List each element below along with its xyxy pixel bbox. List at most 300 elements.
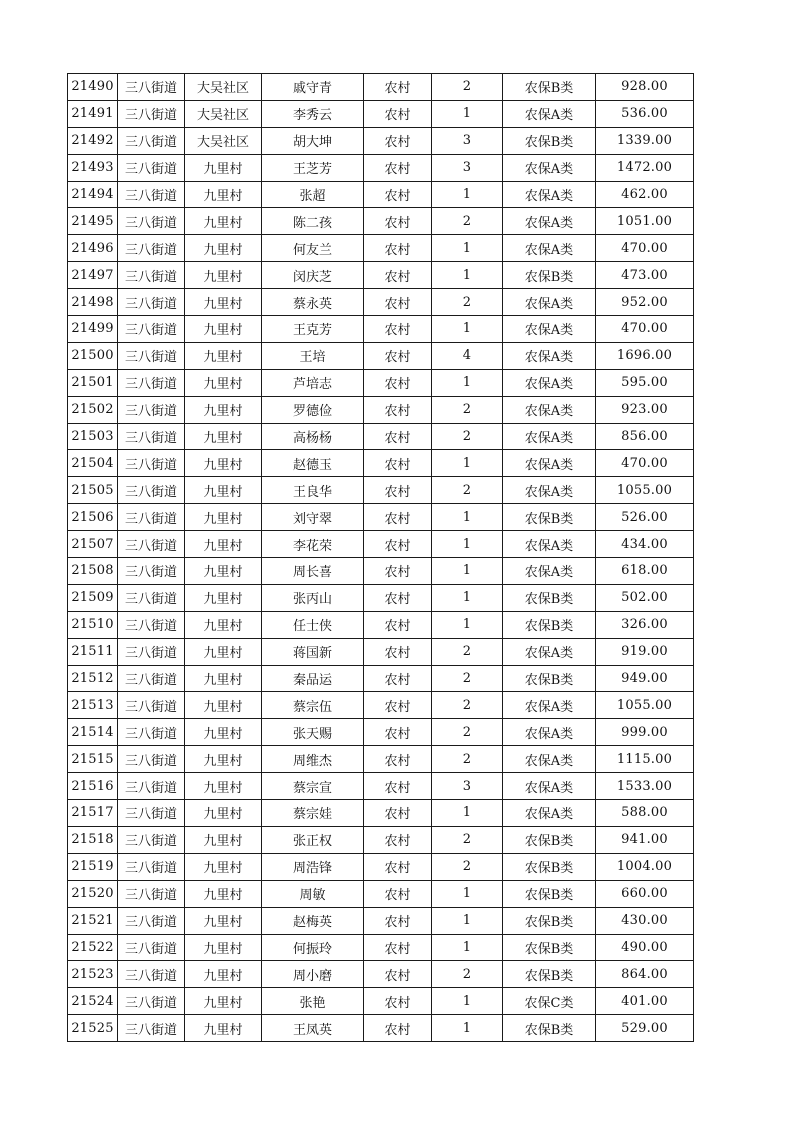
household-type-cell: 农村 bbox=[364, 342, 432, 369]
table-row bbox=[68, 342, 694, 369]
street-cell: 三八街道 bbox=[118, 961, 185, 988]
serial-number-cell: 21495 bbox=[68, 208, 118, 235]
serial-number-cell: 21494 bbox=[68, 181, 118, 208]
category-cell: 农保A类 bbox=[503, 342, 596, 369]
street-cell: 三八街道 bbox=[118, 450, 185, 477]
community-cell: 大吴社区 bbox=[185, 74, 262, 101]
member-count-cell: 1 bbox=[432, 907, 503, 934]
amount-cell: 526.00 bbox=[596, 504, 694, 531]
serial-number-cell: 21501 bbox=[68, 369, 118, 396]
category-cell: 农保B类 bbox=[503, 907, 596, 934]
community-cell: 九里村 bbox=[185, 208, 262, 235]
member-count-cell: 2 bbox=[432, 853, 503, 880]
amount-cell: 326.00 bbox=[596, 611, 694, 638]
table-row bbox=[68, 907, 694, 934]
serial-number-cell: 21511 bbox=[68, 638, 118, 665]
community-cell: 九里村 bbox=[185, 853, 262, 880]
member-count-cell: 1 bbox=[432, 611, 503, 638]
table-row bbox=[68, 423, 694, 450]
table-row bbox=[68, 719, 694, 746]
category-cell: 农保B类 bbox=[503, 880, 596, 907]
member-count-cell: 2 bbox=[432, 665, 503, 692]
member-count-cell: 1 bbox=[432, 800, 503, 827]
category-cell: 农保B类 bbox=[503, 504, 596, 531]
table-row bbox=[68, 826, 694, 853]
amount-cell: 588.00 bbox=[596, 800, 694, 827]
table-row bbox=[68, 558, 694, 585]
member-count-cell: 1 bbox=[432, 316, 503, 343]
household-type-cell: 农村 bbox=[364, 181, 432, 208]
name-cell: 周长喜 bbox=[262, 558, 364, 585]
category-cell: 农保A类 bbox=[503, 423, 596, 450]
category-cell: 农保A类 bbox=[503, 773, 596, 800]
table-row bbox=[68, 531, 694, 558]
amount-cell: 1472.00 bbox=[596, 154, 694, 181]
table-row bbox=[68, 369, 694, 396]
community-cell: 大吴社区 bbox=[185, 127, 262, 154]
serial-number-cell: 21523 bbox=[68, 961, 118, 988]
amount-cell: 999.00 bbox=[596, 719, 694, 746]
community-cell: 九里村 bbox=[185, 316, 262, 343]
serial-number-cell: 21505 bbox=[68, 477, 118, 504]
amount-cell: 618.00 bbox=[596, 558, 694, 585]
category-cell: 农保B类 bbox=[503, 611, 596, 638]
street-cell: 三八街道 bbox=[118, 584, 185, 611]
table-row bbox=[68, 100, 694, 127]
household-type-cell: 农村 bbox=[364, 773, 432, 800]
serial-number-cell: 21502 bbox=[68, 396, 118, 423]
serial-number-cell: 21499 bbox=[68, 316, 118, 343]
table-row bbox=[68, 853, 694, 880]
name-cell: 王凤英 bbox=[262, 1015, 364, 1042]
member-count-cell: 1 bbox=[432, 450, 503, 477]
member-count-cell: 3 bbox=[432, 127, 503, 154]
member-count-cell: 1 bbox=[432, 369, 503, 396]
amount-cell: 923.00 bbox=[596, 396, 694, 423]
category-cell: 农保A类 bbox=[503, 719, 596, 746]
community-cell: 九里村 bbox=[185, 396, 262, 423]
serial-number-cell: 21507 bbox=[68, 531, 118, 558]
amount-cell: 949.00 bbox=[596, 665, 694, 692]
category-cell: 农保B类 bbox=[503, 74, 596, 101]
household-type-cell: 农村 bbox=[364, 611, 432, 638]
household-type-cell: 农村 bbox=[364, 692, 432, 719]
serial-number-cell: 21496 bbox=[68, 235, 118, 262]
community-cell: 九里村 bbox=[185, 504, 262, 531]
serial-number-cell: 21510 bbox=[68, 611, 118, 638]
serial-number-cell: 21503 bbox=[68, 423, 118, 450]
street-cell: 三八街道 bbox=[118, 531, 185, 558]
category-cell: 农保A类 bbox=[503, 638, 596, 665]
serial-number-cell: 21517 bbox=[68, 800, 118, 827]
household-type-cell: 农村 bbox=[364, 558, 432, 585]
table-row bbox=[68, 584, 694, 611]
amount-cell: 660.00 bbox=[596, 880, 694, 907]
member-count-cell: 3 bbox=[432, 154, 503, 181]
amount-cell: 470.00 bbox=[596, 316, 694, 343]
table-row bbox=[68, 450, 694, 477]
community-cell: 九里村 bbox=[185, 773, 262, 800]
member-count-cell: 1 bbox=[432, 262, 503, 289]
name-cell: 王良华 bbox=[262, 477, 364, 504]
name-cell: 何友兰 bbox=[262, 235, 364, 262]
member-count-cell: 1 bbox=[432, 880, 503, 907]
amount-cell: 529.00 bbox=[596, 1015, 694, 1042]
table-row bbox=[68, 665, 694, 692]
category-cell: 农保A类 bbox=[503, 100, 596, 127]
name-cell: 张超 bbox=[262, 181, 364, 208]
table-row bbox=[68, 316, 694, 343]
serial-number-cell: 21490 bbox=[68, 74, 118, 101]
community-cell: 九里村 bbox=[185, 262, 262, 289]
name-cell: 陈二孩 bbox=[262, 208, 364, 235]
household-type-cell: 农村 bbox=[364, 74, 432, 101]
household-type-cell: 农村 bbox=[364, 235, 432, 262]
household-type-cell: 农村 bbox=[364, 396, 432, 423]
household-type-cell: 农村 bbox=[364, 100, 432, 127]
table-row bbox=[68, 880, 694, 907]
household-type-cell: 农村 bbox=[364, 369, 432, 396]
name-cell: 蔡宗宣 bbox=[262, 773, 364, 800]
member-count-cell: 3 bbox=[432, 773, 503, 800]
amount-cell: 462.00 bbox=[596, 181, 694, 208]
community-cell: 大吴社区 bbox=[185, 100, 262, 127]
member-count-cell: 1 bbox=[432, 584, 503, 611]
community-cell: 九里村 bbox=[185, 1015, 262, 1042]
name-cell: 李秀云 bbox=[262, 100, 364, 127]
amount-cell: 1339.00 bbox=[596, 127, 694, 154]
street-cell: 三八街道 bbox=[118, 692, 185, 719]
category-cell: 农保B类 bbox=[503, 826, 596, 853]
street-cell: 三八街道 bbox=[118, 665, 185, 692]
community-cell: 九里村 bbox=[185, 584, 262, 611]
street-cell: 三八街道 bbox=[118, 262, 185, 289]
table-row bbox=[68, 504, 694, 531]
name-cell: 周浩锋 bbox=[262, 853, 364, 880]
community-cell: 九里村 bbox=[185, 154, 262, 181]
category-cell: 农保B类 bbox=[503, 853, 596, 880]
category-cell: 农保B类 bbox=[503, 262, 596, 289]
name-cell: 秦品运 bbox=[262, 665, 364, 692]
street-cell: 三八街道 bbox=[118, 800, 185, 827]
table-row bbox=[68, 638, 694, 665]
household-type-cell: 农村 bbox=[364, 531, 432, 558]
member-count-cell: 1 bbox=[432, 558, 503, 585]
table-body bbox=[68, 74, 694, 1042]
serial-number-cell: 21522 bbox=[68, 934, 118, 961]
member-count-cell: 2 bbox=[432, 826, 503, 853]
category-cell: 农保A类 bbox=[503, 692, 596, 719]
table-row bbox=[68, 208, 694, 235]
amount-cell: 470.00 bbox=[596, 450, 694, 477]
street-cell: 三八街道 bbox=[118, 558, 185, 585]
amount-cell: 864.00 bbox=[596, 961, 694, 988]
category-cell: 农保A类 bbox=[503, 477, 596, 504]
serial-number-cell: 21512 bbox=[68, 665, 118, 692]
serial-number-cell: 21492 bbox=[68, 127, 118, 154]
member-count-cell: 2 bbox=[432, 396, 503, 423]
amount-cell: 1055.00 bbox=[596, 692, 694, 719]
amount-cell: 941.00 bbox=[596, 826, 694, 853]
community-cell: 九里村 bbox=[185, 665, 262, 692]
member-count-cell: 1 bbox=[432, 235, 503, 262]
member-count-cell: 1 bbox=[432, 988, 503, 1015]
household-type-cell: 农村 bbox=[364, 853, 432, 880]
community-cell: 九里村 bbox=[185, 369, 262, 396]
community-cell: 九里村 bbox=[185, 531, 262, 558]
household-type-cell: 农村 bbox=[364, 154, 432, 181]
data-table bbox=[67, 73, 694, 1042]
household-type-cell: 农村 bbox=[364, 961, 432, 988]
street-cell: 三八街道 bbox=[118, 289, 185, 316]
street-cell: 三八街道 bbox=[118, 907, 185, 934]
community-cell: 九里村 bbox=[185, 934, 262, 961]
household-type-cell: 农村 bbox=[364, 477, 432, 504]
serial-number-cell: 21518 bbox=[68, 826, 118, 853]
name-cell: 王培 bbox=[262, 342, 364, 369]
community-cell: 九里村 bbox=[185, 181, 262, 208]
street-cell: 三八街道 bbox=[118, 316, 185, 343]
table-row bbox=[68, 746, 694, 773]
name-cell: 周敏 bbox=[262, 880, 364, 907]
street-cell: 三八街道 bbox=[118, 638, 185, 665]
category-cell: 农保A类 bbox=[503, 558, 596, 585]
community-cell: 九里村 bbox=[185, 961, 262, 988]
amount-cell: 502.00 bbox=[596, 584, 694, 611]
household-type-cell: 农村 bbox=[364, 826, 432, 853]
street-cell: 三八街道 bbox=[118, 208, 185, 235]
serial-number-cell: 21516 bbox=[68, 773, 118, 800]
street-cell: 三八街道 bbox=[118, 181, 185, 208]
street-cell: 三八街道 bbox=[118, 127, 185, 154]
table-row bbox=[68, 961, 694, 988]
street-cell: 三八街道 bbox=[118, 773, 185, 800]
community-cell: 九里村 bbox=[185, 907, 262, 934]
name-cell: 王克芳 bbox=[262, 316, 364, 343]
serial-number-cell: 21525 bbox=[68, 1015, 118, 1042]
name-cell: 高杨杨 bbox=[262, 423, 364, 450]
category-cell: 农保B类 bbox=[503, 584, 596, 611]
community-cell: 九里村 bbox=[185, 289, 262, 316]
amount-cell: 490.00 bbox=[596, 934, 694, 961]
name-cell: 赵德玉 bbox=[262, 450, 364, 477]
category-cell: 农保A类 bbox=[503, 208, 596, 235]
table-row bbox=[68, 181, 694, 208]
street-cell: 三八街道 bbox=[118, 1015, 185, 1042]
household-type-cell: 农村 bbox=[364, 719, 432, 746]
table-row bbox=[68, 988, 694, 1015]
street-cell: 三八街道 bbox=[118, 826, 185, 853]
name-cell: 蔡永英 bbox=[262, 289, 364, 316]
category-cell: 农保A类 bbox=[503, 316, 596, 343]
household-type-cell: 农村 bbox=[364, 316, 432, 343]
member-count-cell: 2 bbox=[432, 423, 503, 450]
community-cell: 九里村 bbox=[185, 638, 262, 665]
member-count-cell: 1 bbox=[432, 504, 503, 531]
member-count-cell: 2 bbox=[432, 638, 503, 665]
street-cell: 三八街道 bbox=[118, 719, 185, 746]
household-type-cell: 农村 bbox=[364, 289, 432, 316]
serial-number-cell: 21520 bbox=[68, 880, 118, 907]
table-row bbox=[68, 396, 694, 423]
table-row bbox=[68, 934, 694, 961]
amount-cell: 473.00 bbox=[596, 262, 694, 289]
amount-cell: 536.00 bbox=[596, 100, 694, 127]
serial-number-cell: 21521 bbox=[68, 907, 118, 934]
category-cell: 农保B类 bbox=[503, 127, 596, 154]
category-cell: 农保A类 bbox=[503, 289, 596, 316]
serial-number-cell: 21506 bbox=[68, 504, 118, 531]
name-cell: 李花荣 bbox=[262, 531, 364, 558]
category-cell: 农保A类 bbox=[503, 181, 596, 208]
household-type-cell: 农村 bbox=[364, 907, 432, 934]
name-cell: 刘守翠 bbox=[262, 504, 364, 531]
table-row bbox=[68, 1015, 694, 1042]
street-cell: 三八街道 bbox=[118, 396, 185, 423]
street-cell: 三八街道 bbox=[118, 611, 185, 638]
name-cell: 任士侠 bbox=[262, 611, 364, 638]
amount-cell: 595.00 bbox=[596, 369, 694, 396]
member-count-cell: 1 bbox=[432, 100, 503, 127]
category-cell: 农保A类 bbox=[503, 154, 596, 181]
member-count-cell: 4 bbox=[432, 342, 503, 369]
serial-number-cell: 21508 bbox=[68, 558, 118, 585]
amount-cell: 919.00 bbox=[596, 638, 694, 665]
category-cell: 农保B类 bbox=[503, 934, 596, 961]
serial-number-cell: 21513 bbox=[68, 692, 118, 719]
member-count-cell: 1 bbox=[432, 531, 503, 558]
household-type-cell: 农村 bbox=[364, 504, 432, 531]
member-count-cell: 1 bbox=[432, 934, 503, 961]
serial-number-cell: 21514 bbox=[68, 719, 118, 746]
street-cell: 三八街道 bbox=[118, 988, 185, 1015]
household-type-cell: 农村 bbox=[364, 127, 432, 154]
amount-cell: 1055.00 bbox=[596, 477, 694, 504]
member-count-cell: 2 bbox=[432, 692, 503, 719]
street-cell: 三八街道 bbox=[118, 423, 185, 450]
household-type-cell: 农村 bbox=[364, 988, 432, 1015]
household-type-cell: 农村 bbox=[364, 746, 432, 773]
serial-number-cell: 21497 bbox=[68, 262, 118, 289]
serial-number-cell: 21504 bbox=[68, 450, 118, 477]
name-cell: 张艳 bbox=[262, 988, 364, 1015]
category-cell: 农保A类 bbox=[503, 396, 596, 423]
table-row bbox=[68, 127, 694, 154]
community-cell: 九里村 bbox=[185, 235, 262, 262]
street-cell: 三八街道 bbox=[118, 342, 185, 369]
name-cell: 赵梅英 bbox=[262, 907, 364, 934]
household-type-cell: 农村 bbox=[364, 880, 432, 907]
serial-number-cell: 21500 bbox=[68, 342, 118, 369]
category-cell: 农保A类 bbox=[503, 450, 596, 477]
community-cell: 九里村 bbox=[185, 988, 262, 1015]
street-cell: 三八街道 bbox=[118, 100, 185, 127]
amount-cell: 1696.00 bbox=[596, 342, 694, 369]
household-type-cell: 农村 bbox=[364, 208, 432, 235]
amount-cell: 1115.00 bbox=[596, 746, 694, 773]
household-type-cell: 农村 bbox=[364, 800, 432, 827]
category-cell: 农保C类 bbox=[503, 988, 596, 1015]
amount-cell: 1004.00 bbox=[596, 853, 694, 880]
name-cell: 罗德俭 bbox=[262, 396, 364, 423]
community-cell: 九里村 bbox=[185, 342, 262, 369]
name-cell: 张丙山 bbox=[262, 584, 364, 611]
member-count-cell: 2 bbox=[432, 961, 503, 988]
amount-cell: 1051.00 bbox=[596, 208, 694, 235]
name-cell: 蔡宗娃 bbox=[262, 800, 364, 827]
street-cell: 三八街道 bbox=[118, 477, 185, 504]
category-cell: 农保A类 bbox=[503, 235, 596, 262]
community-cell: 九里村 bbox=[185, 477, 262, 504]
household-type-cell: 农村 bbox=[364, 1015, 432, 1042]
table-row bbox=[68, 800, 694, 827]
member-count-cell: 1 bbox=[432, 1015, 503, 1042]
street-cell: 三八街道 bbox=[118, 880, 185, 907]
table-row bbox=[68, 235, 694, 262]
name-cell: 蔡宗伍 bbox=[262, 692, 364, 719]
table-row bbox=[68, 692, 694, 719]
household-type-cell: 农村 bbox=[364, 262, 432, 289]
name-cell: 周维杰 bbox=[262, 746, 364, 773]
serial-number-cell: 21493 bbox=[68, 154, 118, 181]
community-cell: 九里村 bbox=[185, 450, 262, 477]
household-type-cell: 农村 bbox=[364, 423, 432, 450]
street-cell: 三八街道 bbox=[118, 369, 185, 396]
household-type-cell: 农村 bbox=[364, 934, 432, 961]
name-cell: 周小磨 bbox=[262, 961, 364, 988]
name-cell: 何振玲 bbox=[262, 934, 364, 961]
community-cell: 九里村 bbox=[185, 826, 262, 853]
amount-cell: 856.00 bbox=[596, 423, 694, 450]
amount-cell: 434.00 bbox=[596, 531, 694, 558]
serial-number-cell: 21498 bbox=[68, 289, 118, 316]
community-cell: 九里村 bbox=[185, 800, 262, 827]
community-cell: 九里村 bbox=[185, 746, 262, 773]
category-cell: 农保A类 bbox=[503, 531, 596, 558]
category-cell: 农保A类 bbox=[503, 369, 596, 396]
member-count-cell: 2 bbox=[432, 74, 503, 101]
category-cell: 农保B类 bbox=[503, 1015, 596, 1042]
member-count-cell: 2 bbox=[432, 719, 503, 746]
name-cell: 芦培志 bbox=[262, 369, 364, 396]
member-count-cell: 2 bbox=[432, 289, 503, 316]
community-cell: 九里村 bbox=[185, 880, 262, 907]
member-count-cell: 2 bbox=[432, 208, 503, 235]
serial-number-cell: 21515 bbox=[68, 746, 118, 773]
name-cell: 胡大坤 bbox=[262, 127, 364, 154]
table-row bbox=[68, 154, 694, 181]
household-type-cell: 农村 bbox=[364, 638, 432, 665]
member-count-cell: 2 bbox=[432, 746, 503, 773]
category-cell: 农保A类 bbox=[503, 800, 596, 827]
street-cell: 三八街道 bbox=[118, 504, 185, 531]
amount-cell: 430.00 bbox=[596, 907, 694, 934]
community-cell: 九里村 bbox=[185, 692, 262, 719]
table-row bbox=[68, 477, 694, 504]
street-cell: 三八街道 bbox=[118, 235, 185, 262]
street-cell: 三八街道 bbox=[118, 74, 185, 101]
name-cell: 戚守青 bbox=[262, 74, 364, 101]
member-count-cell: 1 bbox=[432, 181, 503, 208]
community-cell: 九里村 bbox=[185, 423, 262, 450]
table-row bbox=[68, 289, 694, 316]
table-row bbox=[68, 773, 694, 800]
name-cell: 蒋国新 bbox=[262, 638, 364, 665]
table-row bbox=[68, 74, 694, 101]
amount-cell: 401.00 bbox=[596, 988, 694, 1015]
household-type-cell: 农村 bbox=[364, 450, 432, 477]
serial-number-cell: 21524 bbox=[68, 988, 118, 1015]
